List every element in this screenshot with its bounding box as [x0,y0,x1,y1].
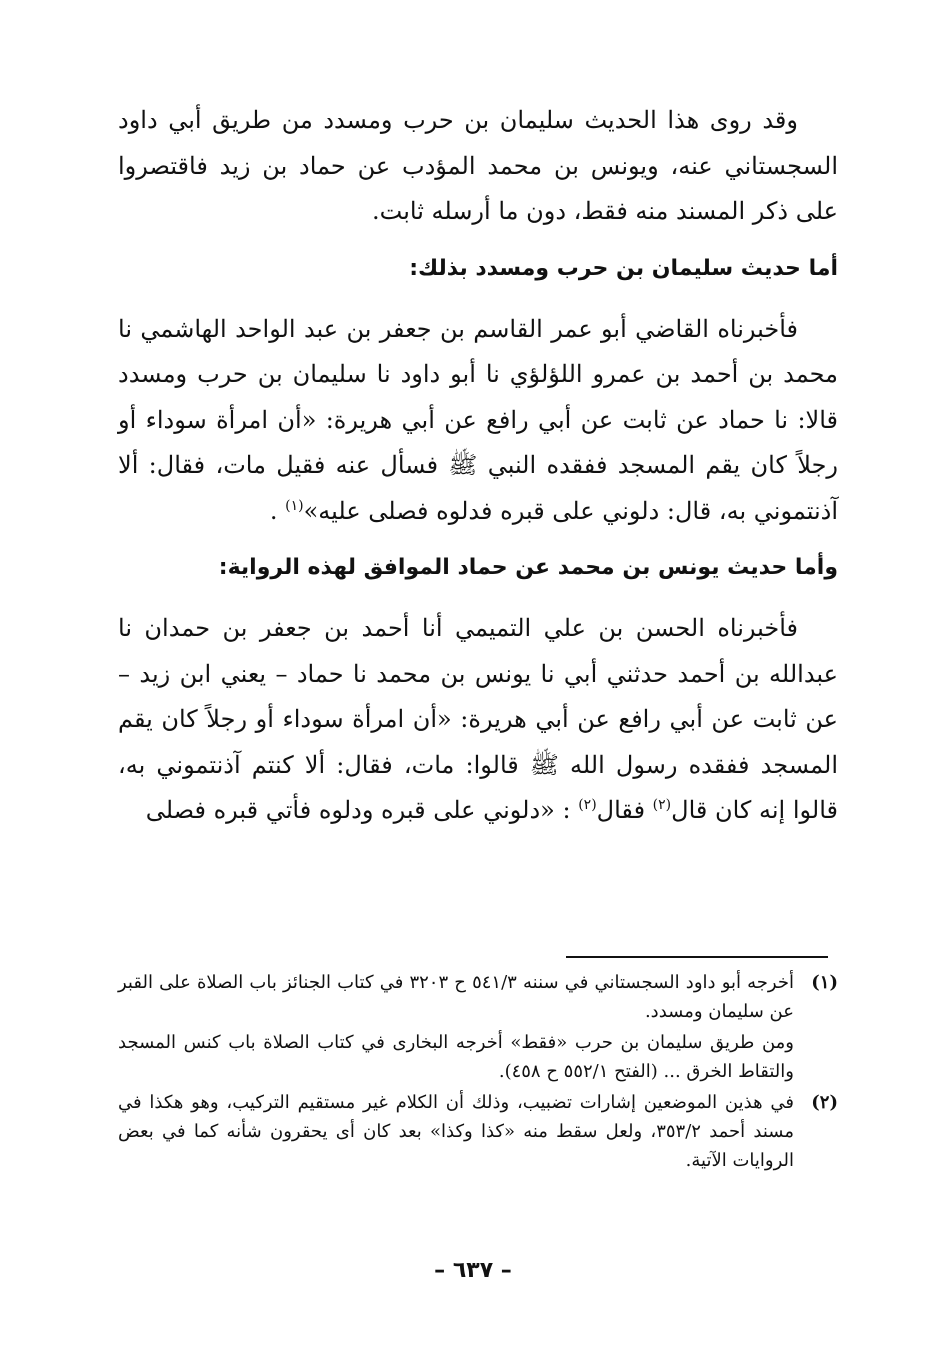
paragraph-text: فأخبرناه القاضي أبو عمر القاسم بن جعفر بن عبد الواحد الهاشمي نا محمد بن أحمد بن عمرو اللؤلؤي نا أبو داود نا سليمان بن حرب ومسدد قالا: نا حماد عن ثابت عن أبي رافع عن أبي هريرة: «أن امرأة سوداء أو رجلاً كان يقم المسجد ففقده النبي ﷺ فسأل عنه فقيل مات، فقال: ألا آذنتموني به، قال: دلوني على قبره فدلوه فصلى عليه» [118,314,838,525]
section-heading-sulayman: أما حديث سليمان بن حرب ومسدد بذلك: [409,255,838,281]
footnote-number: (١) [811,972,838,993]
footnote-text: أخرجه أبو داود السجستاني في سننه ٥٤١/٣ ح ٣٢٠٣ في كتاب الجنائز باب الصلاة على القبر عن سليمان ومسدد. [118,972,794,1022]
footnote-1 [118,968,838,1026]
footnote-ref-2b: (٢) [578,797,597,813]
footnote-text: في هذين الموضعين إشارات تضبيب، وذلك أن الكلام غير مستقيم التركيب، وهو هكذا في مسند أحمد ٣٥٣/٢، ولعل سقط منه «كذا وكذا» بعد كان أى يحقرون شأنه كما في بعض الروايات الآتية. [118,1092,794,1171]
paragraph-text-c: : «دلوني على قبره ودلوه فأتي قبره فصلى [145,796,579,824]
paragraph-text-b: فقال [596,796,653,824]
paragraph-sulayman-isnad [118,307,838,535]
page-number: – ٦٣٧ – [434,1258,512,1283]
paragraph-text-a: فأخبرناه الحسن بن علي التميمي أنا أحمد بن جعفر بن حمدان نا عبدالله بن أحمد حدثني أبي نا يونس بن محمد نا حماد – يعني ابن زيد – عن ثابت عن أبي رافع عن أبي هريرة: «أن امرأة سوداء أو رجلاً كان يقم المسجد ففقده رسول الله ﷺ قالوا: مات، فقال: ألا كنتم آذنتموني به، قالوا إنه كان قال [118,614,838,824]
footnote-1-continuation: ومن طريق سليمان بن حرب «فقط» أخرجه البخارى في كتاب الصلاة باب كنس المسجد والتقاط الخرق ... (الفتح ٥٥٢/١ ح ٤٥٨). [118,1032,794,1082]
footnote-number: (٢) [811,1092,838,1113]
footnote-2 [118,1088,838,1175]
main-text [118,98,838,834]
paragraph-intro: وقد روى هذا الحديث سليمان بن حرب ومسدد من طريق أبي داود السجستاني عنه، ويونس بن محمد المؤدب عن حماد بن زيد فاقتصروا على ذكر المسند منه فقط، دون ما أرسله ثابت. [118,106,838,225]
paragraph-end: . [269,496,286,525]
footnote-ref-1: (١) [285,497,304,514]
section-heading-yunus: وأما حديث يونس بن محمد عن حماد الموافق لهذه الرواية: [218,555,838,580]
footnotes [118,968,838,1177]
paragraph-yunus-isnad [118,606,838,834]
footnote-divider [566,956,828,958]
footnote-ref-2a: (٢) [652,797,672,813]
